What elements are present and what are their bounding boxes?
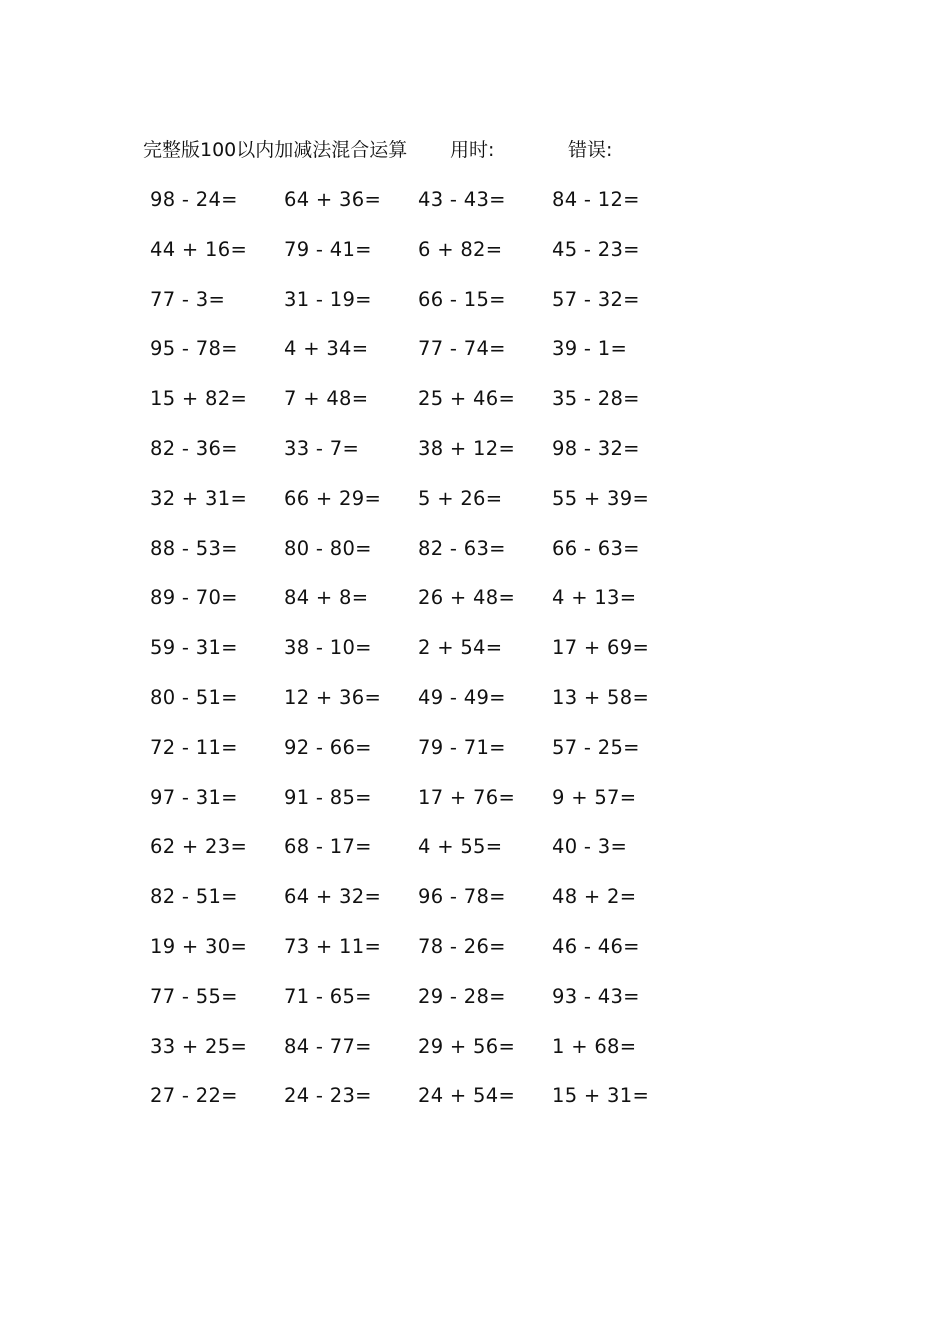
- math-problem: 84 - 77=: [284, 1034, 372, 1058]
- math-problem: 26 + 48=: [418, 586, 516, 610]
- math-problem: 2 + 54=: [418, 636, 503, 660]
- math-problem: 38 - 10=: [284, 636, 372, 660]
- math-problem: 79 - 71=: [418, 735, 506, 759]
- math-problem: 77 - 3=: [150, 287, 226, 311]
- math-problem: 80 - 51=: [150, 685, 238, 709]
- math-problem: 43 - 43=: [418, 188, 506, 211]
- math-problem: 17 + 69=: [552, 636, 650, 660]
- math-problem: 84 + 8=: [284, 586, 369, 610]
- math-problem: 78 - 26=: [418, 934, 506, 958]
- math-problem: 7 + 48=: [284, 387, 369, 411]
- math-problem: 27 - 22=: [150, 1084, 238, 1108]
- math-problem: 57 - 32=: [552, 287, 640, 311]
- math-problem: 66 - 63=: [552, 536, 640, 560]
- math-problem: 17 + 76=: [418, 785, 516, 809]
- problem-row: [0, 583, 950, 633]
- math-problem: 5 + 26=: [418, 486, 503, 510]
- math-problem: 25 + 46=: [418, 387, 516, 411]
- problem-row: [0, 434, 950, 484]
- math-problem: 29 - 28=: [418, 984, 506, 1008]
- math-problem: 72 - 11=: [150, 735, 238, 759]
- problem-row: [0, 832, 950, 882]
- math-problem: 33 + 25=: [150, 1034, 248, 1058]
- math-problem: 79 - 41=: [284, 237, 372, 261]
- math-problem: 1 + 68=: [552, 1034, 637, 1058]
- math-problem: 48 + 2=: [552, 885, 637, 909]
- math-problem: 4 + 13=: [552, 586, 637, 610]
- problem-row: [0, 384, 950, 434]
- math-problem: 64 + 32=: [284, 885, 382, 909]
- math-problem: 12 + 36=: [284, 685, 382, 709]
- problem-row: [0, 235, 950, 285]
- problem-row: [0, 982, 950, 1032]
- math-problem: 45 - 23=: [552, 237, 640, 261]
- math-problem: 13 + 58=: [552, 685, 650, 709]
- problem-row: [0, 285, 950, 335]
- math-problem: 33 - 7=: [284, 436, 360, 460]
- math-problem: 93 - 43=: [552, 984, 640, 1008]
- math-problem: 4 + 55=: [418, 835, 503, 859]
- math-problem: 57 - 25=: [552, 735, 640, 759]
- math-problem: 62 + 23=: [150, 835, 248, 859]
- math-problem: 71 - 65=: [284, 984, 372, 1008]
- math-problem: 24 + 54=: [418, 1084, 516, 1108]
- math-problem: 38 + 12=: [418, 436, 516, 460]
- problem-row: [0, 484, 950, 534]
- math-problem: 31 - 19=: [284, 287, 372, 311]
- math-problem: 88 - 53=: [150, 536, 238, 560]
- math-problem: 73 + 11=: [284, 934, 382, 958]
- math-problem: 40 - 3=: [552, 835, 628, 859]
- math-problem: 64 + 36=: [284, 188, 382, 211]
- problem-row: [0, 633, 950, 683]
- problem-row: [0, 932, 950, 982]
- math-problem: 77 - 74=: [418, 337, 506, 361]
- math-problem: 68 - 17=: [284, 835, 372, 859]
- problem-row: [0, 1032, 950, 1082]
- math-problem: 84 - 12=: [552, 188, 640, 211]
- errors-label: 错误:: [568, 139, 613, 161]
- math-problem: 66 + 29=: [284, 486, 382, 510]
- math-problem: 49 - 49=: [418, 685, 506, 709]
- math-problem: 82 - 36=: [150, 436, 238, 460]
- math-problem: 6 + 82=: [418, 237, 503, 261]
- problem-row: [0, 1081, 950, 1131]
- math-problem: 24 - 23=: [284, 1084, 372, 1108]
- math-problem: 4 + 34=: [284, 337, 369, 361]
- math-problem: 82 - 51=: [150, 885, 238, 909]
- problem-row: [0, 683, 950, 733]
- math-problem: 95 - 78=: [150, 337, 238, 361]
- problem-row: [0, 334, 950, 384]
- problem-row: [0, 185, 950, 235]
- worksheet-title: 完整版100以内加减法混合运算: [143, 139, 408, 161]
- math-problem: 77 - 55=: [150, 984, 238, 1008]
- problem-row: [0, 733, 950, 783]
- math-problem: 15 + 31=: [552, 1084, 650, 1108]
- math-problem: 98 - 32=: [552, 436, 640, 460]
- math-problem: 98 - 24=: [150, 188, 238, 211]
- math-problem: 91 - 85=: [284, 785, 372, 809]
- math-problem: 82 - 63=: [418, 536, 506, 560]
- math-problem: 66 - 15=: [418, 287, 506, 311]
- math-problem: 29 + 56=: [418, 1034, 516, 1058]
- problem-row: [0, 882, 950, 932]
- math-problem: 39 - 1=: [552, 337, 628, 361]
- math-problem: 55 + 39=: [552, 486, 650, 510]
- math-problem: 97 - 31=: [150, 785, 238, 809]
- math-problem: 59 - 31=: [150, 636, 238, 660]
- math-problem: 9 + 57=: [552, 785, 637, 809]
- math-problem: 46 - 46=: [552, 934, 640, 958]
- math-problem: 92 - 66=: [284, 735, 372, 759]
- math-problem: 32 + 31=: [150, 486, 248, 510]
- math-problem: 19 + 30=: [150, 934, 248, 958]
- problem-row: [0, 783, 950, 833]
- math-problem: 96 - 78=: [418, 885, 506, 909]
- time-used-label: 用时:: [450, 139, 495, 161]
- math-problem: 44 + 16=: [150, 237, 248, 261]
- math-problem: 80 - 80=: [284, 536, 372, 560]
- math-problem: 15 + 82=: [150, 387, 248, 411]
- problem-row: [0, 534, 950, 584]
- math-problem: 89 - 70=: [150, 586, 238, 610]
- math-problem: 35 - 28=: [552, 387, 640, 411]
- problem-grid: [0, 185, 950, 1131]
